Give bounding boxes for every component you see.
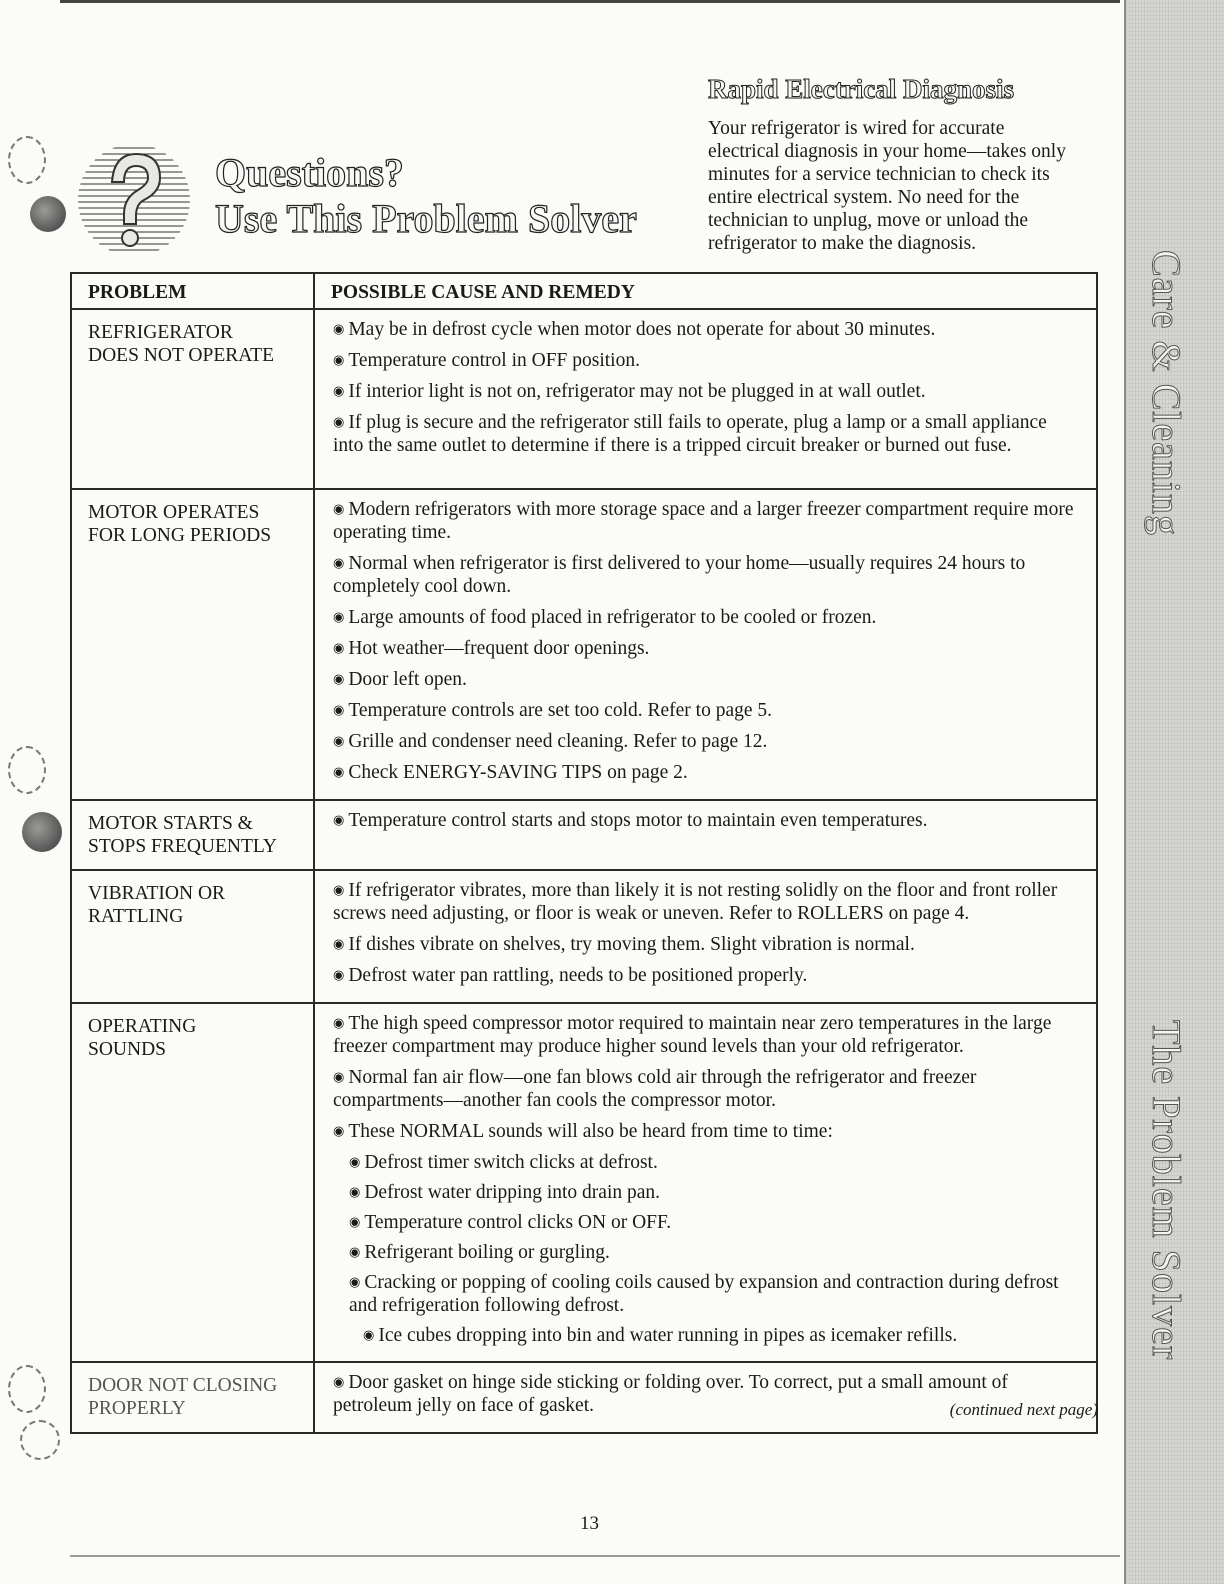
- bullet-icon: ◉: [349, 1184, 361, 1199]
- problem-cell: OPERATING SOUNDS: [71, 1003, 314, 1362]
- remedy-cell: [314, 1003, 1097, 1362]
- binder-hole-outline: [8, 1365, 46, 1413]
- remedy-item: ◉ Defrost water pan rattling, needs to be positioned properly.: [333, 965, 808, 986]
- bottom-rule: [70, 1555, 1120, 1557]
- remedy-item: ◉ These NORMAL sounds will also be heard from time to time:: [333, 1121, 833, 1142]
- bullet-icon: ◉: [333, 1374, 345, 1389]
- remedy-item: ◉ If refrigerator vibrates, more than likely it is not resting solidly on the floor and front roller screws need adjusting, or floor is weak or uneven. Refer to ROLLERS on page 4.: [333, 880, 1058, 924]
- column-header-remedy: POSSIBLE CAUSE AND REMEDY: [314, 273, 1097, 309]
- bullet-icon: ◉: [333, 555, 345, 570]
- sub-remedy-item: ◉ Ice cubes dropping into bin and water running in pipes as icemaker refills.: [363, 1325, 958, 1346]
- sub-remedy-item: ◉ Refrigerant boiling or gurgling.: [349, 1242, 610, 1263]
- remedy-item: ◉ Normal when refrigerator is first delivered to your home—usually requires 24 hours to completely cool down.: [333, 553, 1026, 597]
- rapid-diagnosis-heading: Rapid Electrical Diagnosis: [708, 74, 1015, 104]
- table-row: [71, 309, 1097, 489]
- continued-note: (continued next page): [949, 1400, 1098, 1419]
- bullet-icon: ◉: [333, 671, 345, 686]
- side-tab-care-cleaning: Care & Cleaning: [1144, 250, 1189, 537]
- bullet-icon: ◉: [349, 1244, 361, 1259]
- problem-cell: REFRIGERATOR DOES NOT OPERATE: [71, 309, 314, 489]
- remedy-cell: [314, 309, 1097, 489]
- remedy-item: ◉ Hot weather—frequent door openings.: [333, 638, 650, 659]
- title-line-1: Questions?: [215, 150, 404, 195]
- bullet-icon: ◉: [333, 882, 345, 897]
- remedy-cell: [314, 870, 1097, 1003]
- rapid-diagnosis-text: Your refrigerator is wired for accurate electrical diagnosis in your home—takes only minutes for a service technician to check its entire electrical system. No need for the technician to unplug, move or unload the refrigerator to make the diagnosis.: [708, 118, 1066, 254]
- remedy-item: ◉ Modern refrigerators with more storage space and a larger freezer compartment require more operating time.: [333, 499, 1074, 543]
- bullet-icon: ◉: [333, 733, 345, 748]
- bullet-icon: ◉: [333, 352, 345, 367]
- table-header-row: [71, 273, 1097, 309]
- problem-solver-table: [70, 272, 1098, 1434]
- bullet-icon: ◉: [333, 501, 345, 516]
- binder-hole-outline: [8, 136, 46, 184]
- table-row: [71, 1003, 1097, 1362]
- remedy-item: ◉ If dishes vibrate on shelves, try moving them. Slight vibration is normal.: [333, 934, 915, 955]
- bullet-icon: ◉: [333, 702, 345, 717]
- problem-cell: VIBRATION OR RATTLING: [71, 870, 314, 1003]
- sub-remedy-item: ◉ Cracking or popping of cooling coils caused by expansion and contraction during defrost and refrigeration following defrost.: [349, 1272, 1059, 1316]
- bullet-icon: ◉: [333, 1069, 345, 1084]
- remedy-item: ◉ Check ENERGY-SAVING TIPS on page 2.: [333, 762, 688, 783]
- remedy-item: ◉ Temperature controls are set too cold. Refer to page 5.: [333, 700, 773, 721]
- binder-hole-outline: [8, 746, 46, 794]
- bullet-icon: ◉: [349, 1274, 361, 1289]
- binder-hole: [22, 812, 62, 852]
- bullet-icon: ◉: [363, 1327, 375, 1342]
- remedy-cell: [314, 489, 1097, 800]
- remedy-item: ◉ Large amounts of food placed in refrigerator to be cooled or frozen.: [333, 607, 877, 628]
- remedy-cell: [314, 800, 1097, 870]
- bullet-icon: ◉: [333, 609, 345, 624]
- binder-hole: [30, 196, 66, 232]
- bullet-icon: ◉: [333, 383, 345, 398]
- bullet-icon: ◉: [333, 764, 345, 779]
- bullet-icon: ◉: [333, 967, 345, 982]
- remedy-item: ◉ The high speed compressor motor required to maintain near zero temperatures in the large freezer compartment may produce higher sound levels than your old refrigerator.: [333, 1013, 1052, 1057]
- table-row: [71, 489, 1097, 800]
- top-rule: [60, 0, 1120, 3]
- remedy-item: ◉ Door left open.: [333, 669, 467, 690]
- page-title: [215, 150, 637, 242]
- remedy-item: ◉ Temperature control in OFF position.: [333, 350, 640, 371]
- title-line-2: Use This Problem Solver: [215, 196, 637, 241]
- table-row: [71, 800, 1097, 870]
- sub-remedy-item: ◉ Defrost timer switch clicks at defrost.: [349, 1152, 658, 1173]
- bullet-icon: ◉: [333, 414, 345, 429]
- bullet-icon: ◉: [333, 321, 345, 336]
- remedy-cell: [314, 1362, 1097, 1433]
- table-row: [71, 870, 1097, 1003]
- bullet-icon: ◉: [333, 936, 345, 951]
- problem-cell: MOTOR OPERATES FOR LONG PERIODS: [71, 489, 314, 800]
- sub-remedy-item: ◉ Temperature control clicks ON or OFF.: [349, 1212, 672, 1233]
- problem-cell: DOOR NOT CLOSING PROPERLY: [71, 1362, 314, 1433]
- bullet-icon: ◉: [349, 1214, 361, 1229]
- bullet-icon: ◉: [349, 1154, 361, 1169]
- problem-cell: MOTOR STARTS & STOPS FREQUENTLY: [71, 800, 314, 870]
- side-tab-problem-solver: The Problem Solver: [1144, 1020, 1189, 1361]
- sub-remedy-item: ◉ Defrost water dripping into drain pan.: [349, 1182, 661, 1203]
- bullet-icon: ◉: [333, 1015, 345, 1030]
- page-number: 13: [580, 1513, 599, 1534]
- remedy-item: ◉ Grille and condenser need cleaning. Refer to page 12.: [333, 731, 768, 752]
- remedy-item: ◉ If interior light is not on, refrigerator may not be plugged in at wall outlet.: [333, 381, 926, 402]
- binder-hole-outline: [20, 1420, 60, 1460]
- table-row: [71, 1362, 1097, 1433]
- column-header-problem: PROBLEM: [71, 273, 314, 309]
- remedy-item: ◉ Temperature control starts and stops motor to maintain even temperatures.: [333, 810, 928, 831]
- remedy-item: ◉ May be in defrost cycle when motor does not operate for about 30 minutes.: [333, 319, 936, 340]
- remedy-item: ◉ Normal fan air flow—one fan blows cold air through the refrigerator and freezer compartments—another fan cools the compressor motor.: [333, 1067, 977, 1111]
- remedy-item: ◉ If plug is secure and the refrigerator still fails to operate, plug a lamp or a small appliance into the same outlet to determine if there is a tripped circuit breaker or burned out fuse.: [333, 412, 1047, 456]
- bullet-icon: ◉: [333, 812, 345, 827]
- remedy-item: ◉ Door gasket on hinge side sticking or folding over. To correct, put a small amount of petroleum jelly on face of gasket.: [333, 1372, 1008, 1416]
- bullet-icon: ◉: [333, 1123, 345, 1138]
- question-mark-icon: [74, 140, 194, 260]
- bullet-icon: ◉: [333, 640, 345, 655]
